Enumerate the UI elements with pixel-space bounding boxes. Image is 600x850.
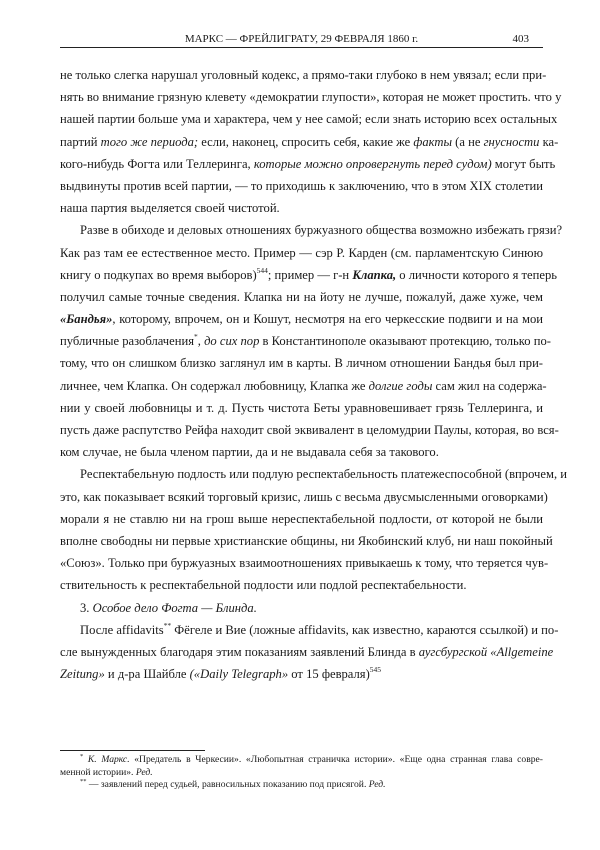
running-header [60,31,543,48]
text-run: вполне свободны ни первые христианские общины, ни Якобинский клуб, ни наш покойный [60,533,553,548]
emphasis-text: К. Маркс. [87,754,130,765]
emphasis-text: того же периода; [100,134,199,149]
text-line [60,264,557,286]
text-line [60,597,543,619]
running-title: МАРКС — ФРЕЙЛИГРАТУ, 29 ФЕВРАЛЯ 1860 г. [184,33,419,45]
text-line [60,86,562,108]
text-line [60,419,559,441]
text-run: выдвинуты против всей партии, — то приходишь к заключению, что в этом XIX столетии [60,178,543,193]
text-run: публичные разоблачения [60,334,195,349]
text-line [60,397,543,419]
text-run: если, наконец, спросить себя, какие же [198,134,414,149]
text-run: от 15 февраля) [288,667,370,682]
text-run: менной истории». [60,766,136,778]
emphasis-text: Ред. [135,766,153,778]
text-run: ; пример — г-н [267,267,353,282]
text-run: о личности которого я теперь [396,267,557,282]
text-run: нии у своей любовницы и т. д. Пусть чистота Беты уравновешивает грязь Теллеринга, и [60,400,543,415]
emphasis-text: аугсбургской «Allgemeine [418,644,554,659]
text-run: морали я не ставлю ни на грош выше нереспектабельной подлости, от которой не были [60,511,543,526]
text-run: Как раз там ее естественное место. Пример — сэр Р. Карден (см. парламентскую Синюю [60,245,543,260]
text-line [60,530,553,552]
emphasis-text: гнусности [483,134,540,149]
footnote-ref: ** [163,620,172,630]
text-line [60,64,547,86]
text-run: (а не [452,134,484,149]
text-run: «Предатель в Черкесии». «Любопытная страничка истории». «Еще одна странная глава совре- [129,754,543,765]
text-run: сам жил на содержа- [432,378,547,393]
text-run: Респектабельную подлость или подлую респектабельность платежеспособной (впрочем, и [80,467,567,482]
text-run: 3. [80,600,93,615]
footnote-ref: 544 [256,265,268,275]
text-run: , [197,334,205,349]
footnote-line [60,754,543,767]
text-line [60,153,556,175]
text-line [60,219,563,241]
emphasis-text: долгие годы [368,378,433,393]
text-line [60,574,543,596]
footnote-divider [60,750,205,751]
page-number: 403 [512,33,529,45]
text-run: ка- [539,134,559,149]
text-run: , которому, впрочем, он и Кошут, несмотря на его черкесские подвиги и на мои [112,312,543,327]
emphasis-text: факты [413,134,453,149]
text-run: партий [60,134,101,149]
text-run: После affidavits [80,622,164,637]
emphasis-text: до сих пор [204,334,260,349]
text-run: ком случае, не была членом партии, да и не выдавала себя за такового. [60,445,439,460]
text-line [60,619,559,641]
emphasis-text: Ред. [368,779,386,790]
footnote-line [60,767,543,780]
text-line [60,641,554,663]
text-run: и д-ра Шайбле [104,667,190,682]
footnote-ref: ** [80,778,87,785]
text-run: Разве в обиходе и деловых отношениях буржуазного общества возможно избежать грязи? [80,223,563,238]
text-run: пусть даже распутство Рейфа находит свой эквивалент в целомудрии Паулы, которая, во вся- [60,423,559,437]
footnote-ref: * [194,332,198,342]
text-line [60,131,559,153]
text-run: в Константинополе оказывают протекцию, только по- [259,334,551,349]
text-run: сле вынужденных благодаря этим показаниям заявлений Блинда в [60,644,419,659]
emphasis-text: «Бандья» [60,312,113,327]
text-run: могут быть [491,156,556,171]
text-run: книгу о подкупах во время выборов) [60,267,257,282]
text-line [60,286,543,308]
emphasis-text: Клапка, [352,267,397,282]
text-run: тому, что он слишком близко заглянул им в карты. В личном отношении Бандья был при- [60,356,543,371]
emphasis-text: («Daily Telegraph» [189,667,289,682]
body-text [60,64,567,685]
text-line [60,375,547,397]
text-run: кого-нибудь Фогта или Теллеринга, [60,156,254,171]
footnote-line [60,779,543,792]
text-run: это, как показывает всякий торговый кризис, лишь с весьма двусмысленными оговорками) [60,489,548,504]
footnote-ref: 545 [369,665,382,675]
text-line [60,508,543,530]
text-line [60,242,543,264]
emphasis-text: Особое дело Фогта — Блинда. [92,600,257,615]
text-line [60,197,543,219]
text-run: не только слегка нарушал уголовный кодекс, а прямо-таки глубоко в нем увязал; если при- [60,68,547,82]
text-run: наша партия выделяется своей чистотой. [60,201,280,216]
text-run: ствительность к респектабельной подлости или подлой респектабельности. [60,578,467,593]
text-line [60,463,567,485]
footnotes [60,754,543,792]
emphasis-text: которые можно опровергнуть перед судом) [253,156,492,171]
text-line [60,330,551,352]
text-line [60,552,549,574]
text-line [60,352,543,374]
text-line [60,441,543,463]
text-run: «Союз». Только при буржуазных взаимоотношениях привыкаешь к тому, что теряется чув- [60,556,549,571]
text-line [60,308,543,330]
text-run: личнее, чем Клапка. Он содержал любовницу, Клапка же [60,378,369,393]
footnote-ref: * [80,753,84,760]
text-line [60,486,548,508]
text-line [60,108,558,130]
text-run: — заявлений перед судьей, равносильных показанию под присягой. [86,779,369,790]
text-run: получил самые точные сведения. Клапка ни на йоту не лучше, пожалуй, даже хуже, чем [60,289,543,304]
text-line [60,175,543,197]
text-line [60,663,543,685]
text-run: нашей партии больше ума и характера, чем у нее самой; если знать историю всех остальных [60,112,558,127]
text-run: нять во внимание грязную клевету «демократии глупости», которая не может простить. что у [60,90,562,105]
text-run: Фёгеле и Вие (ложные affidavits, как известно, караются ссылкой) и по- [171,622,559,637]
emphasis-text: Zeitung» [60,667,105,682]
